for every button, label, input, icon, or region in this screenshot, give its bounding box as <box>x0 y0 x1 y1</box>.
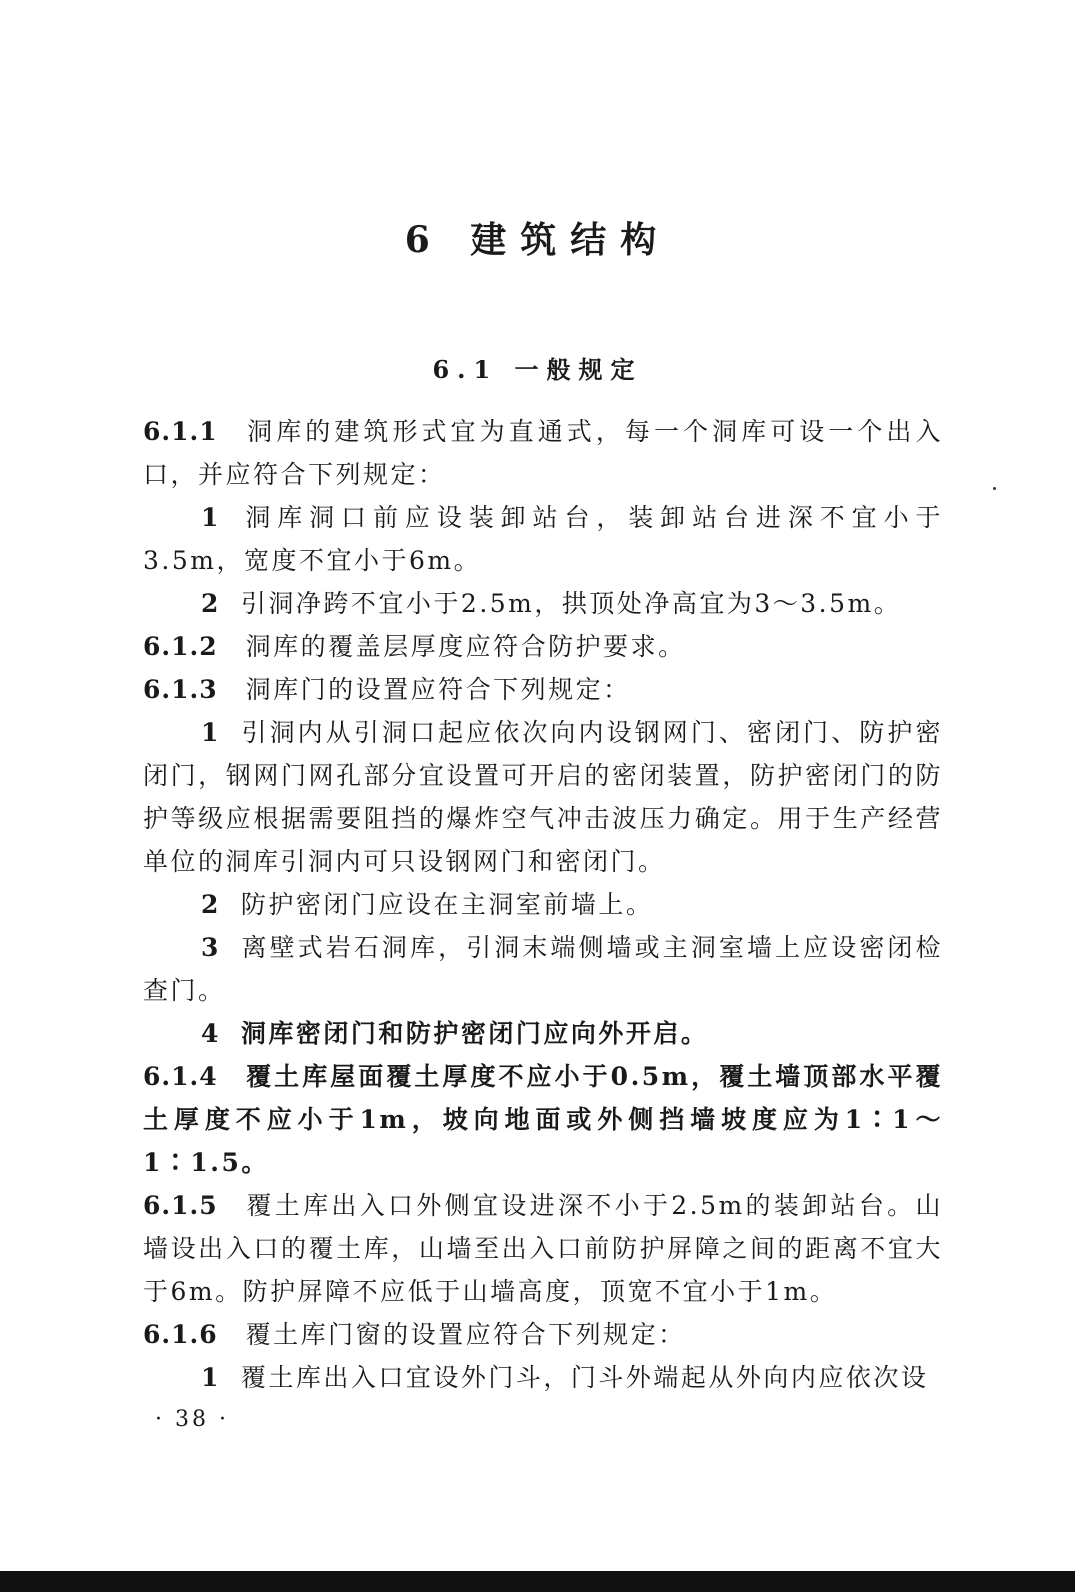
clause-6-1-3 <box>143 668 943 711</box>
section-title: 6.1 一般规定 <box>432 355 643 384</box>
clause-6-1-3-item-2 <box>143 883 943 926</box>
body-text <box>143 410 943 1399</box>
item-text: 引洞净跨不宜小于2.5m，拱顶处净高宜为3～3.5m。 <box>240 589 902 618</box>
clause-number: 6.1.1 <box>143 417 218 446</box>
item-number: 1 <box>201 718 221 747</box>
clause-text: 洞库的建筑形式宜为直通式，每一个洞库可设一个出入口，并应符合下列规定： <box>143 417 943 489</box>
clause-text: 洞库的覆盖层厚度应符合防护要求。 <box>245 632 686 661</box>
item-text: 洞库洞口前应设装卸站台，装卸站台进深不宜小于3.5m，宽度不宜小于6m。 <box>143 503 943 575</box>
clause-6-1-4 <box>143 1055 943 1184</box>
clause-number: 6.1.6 <box>143 1320 218 1349</box>
clause-6-1-6 <box>143 1313 943 1356</box>
scan-speck <box>993 487 996 490</box>
clause-text: 覆土库出入口外侧宜设进深不小于2.5m的装卸站台。山墙设出入口的覆土库，山墙至出入口前防护屏障之间的距离不宜大于6m。防护屏障不应低于山墙高度，顶宽不宜小于1m。 <box>143 1191 943 1306</box>
item-number: 3 <box>201 933 221 962</box>
page-number: · 38 · <box>155 1407 229 1432</box>
clause-text: 覆土库屋面覆土厚度不应小于0.5m，覆土墙顶部水平覆土厚度不应小于1m，坡向地面或外侧挡墙坡度应为1∶1～1∶1.5。 <box>143 1062 943 1177</box>
chapter-title: 6 建筑结构 <box>404 219 671 261</box>
item-text: 引洞内从引洞口起应依次向内设钢网门、密闭门、防护密闭门，钢网门网孔部分宜设置可开启的密闭装置，防护密闭门的防护等级应根据需要阻挡的爆炸空气冲击波压力确定。用于生产经营单位的洞库引洞内可只设钢网门和密闭门。 <box>143 718 943 876</box>
item-text: 防护密闭门应设在主洞室前墙上。 <box>240 890 654 919</box>
clause-6-1-1-item-1 <box>143 496 943 582</box>
item-number: 2 <box>201 890 221 919</box>
clause-number: 6.1.2 <box>143 632 218 661</box>
item-text: 洞库密闭门和防护密闭门应向外开启。 <box>240 1019 709 1048</box>
item-number: 1 <box>201 503 221 532</box>
clause-6-1-3-item-1 <box>143 711 943 883</box>
clause-6-1-3-item-3 <box>143 926 943 1012</box>
clause-number: 6.1.4 <box>143 1062 218 1091</box>
item-text: 离壁式岩石洞库，引洞末端侧墙或主洞室墙上应设密闭检查门。 <box>143 933 943 1005</box>
item-number: 2 <box>201 589 221 618</box>
clause-text: 覆土库门窗的设置应符合下列规定： <box>245 1320 686 1349</box>
clause-number: 6.1.3 <box>143 675 218 704</box>
item-number: 4 <box>201 1019 221 1048</box>
item-text: 覆土库出入口宜设外门斗，门斗外端起从外向内应依次设 <box>240 1363 929 1392</box>
clause-6-1-1 <box>143 410 943 496</box>
clause-6-1-2 <box>143 625 943 668</box>
item-number: 1 <box>201 1363 221 1392</box>
clause-6-1-6-item-1 <box>143 1356 943 1399</box>
clause-number: 6.1.5 <box>143 1191 218 1220</box>
clause-6-1-3-item-4 <box>143 1012 943 1055</box>
clause-text: 洞库门的设置应符合下列规定： <box>245 675 631 704</box>
scan-edge-band <box>0 1571 1075 1592</box>
clause-6-1-1-item-2 <box>143 582 943 625</box>
clause-6-1-5 <box>143 1184 943 1313</box>
